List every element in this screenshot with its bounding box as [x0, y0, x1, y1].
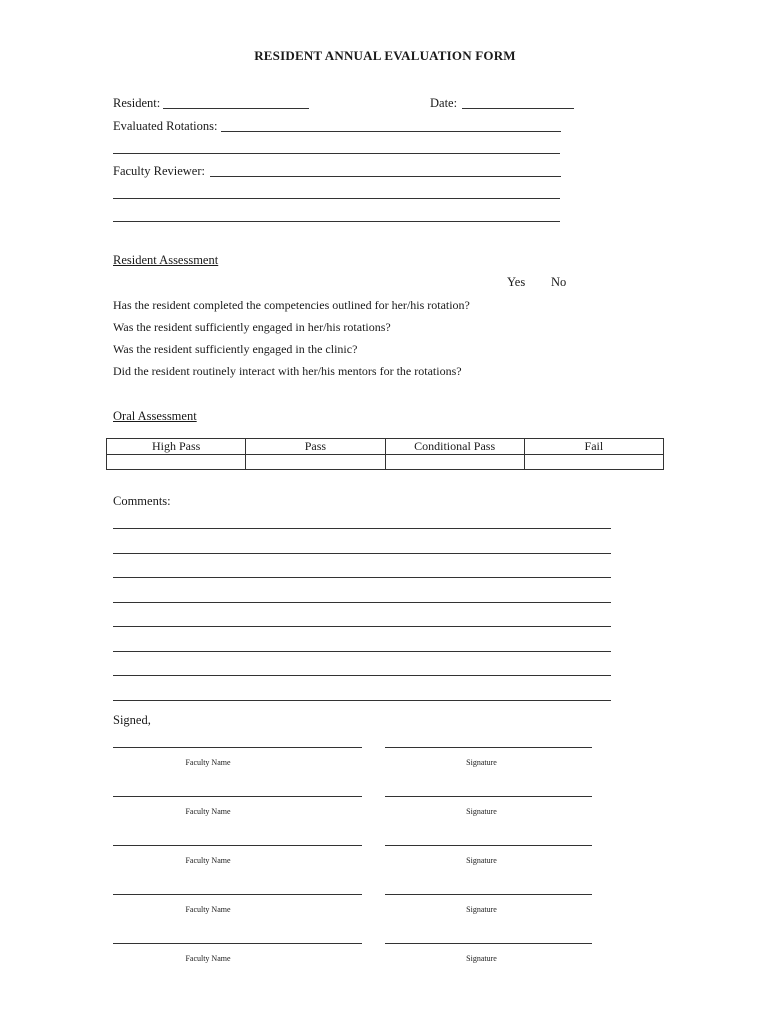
signature-line[interactable] — [385, 943, 592, 944]
faculty-name-line[interactable] — [113, 747, 362, 748]
fail-header: Fail — [524, 439, 663, 455]
oral-assessment-table — [106, 438, 664, 470]
comment-line[interactable] — [113, 602, 611, 603]
faculty-name-caption: Faculty Name — [185, 807, 231, 816]
faculty-name-line[interactable] — [113, 894, 362, 895]
comment-line[interactable] — [113, 651, 611, 652]
date-label: Date: — [430, 96, 458, 110]
page-title: RESIDENT ANNUAL EVALUATION FORM — [254, 48, 516, 63]
question-2: Was the resident sufficiently engaged in her/his rotations? — [113, 320, 391, 334]
oral-assessment-header-row — [107, 439, 664, 455]
high-pass-header: High Pass — [107, 439, 246, 455]
faculty-name-line[interactable] — [113, 943, 362, 944]
question-4: Did the resident routinely interact with her/his mentors for the rotations? — [113, 364, 462, 378]
evaluated-rotations-field[interactable] — [221, 131, 561, 132]
resident-assessment-heading: Resident Assessment — [113, 253, 219, 267]
faculty-reviewer-field-line-2[interactable] — [113, 198, 560, 199]
pass-cell[interactable] — [246, 455, 385, 470]
evaluated-rotations-label: Evaluated Rotations: — [113, 119, 218, 133]
comment-line[interactable] — [113, 553, 611, 554]
faculty-name-caption: Faculty Name — [185, 758, 231, 767]
question-3: Was the resident sufficiently engaged in the clinic? — [113, 342, 358, 356]
question-1: Has the resident completed the competencies outlined for her/his rotation? — [113, 298, 470, 312]
comment-line[interactable] — [113, 577, 611, 578]
signature-caption: Signature — [466, 758, 497, 767]
comment-line[interactable] — [113, 700, 611, 701]
signature-line[interactable] — [385, 796, 592, 797]
oral-assessment-entry-row — [107, 455, 664, 470]
signature-line[interactable] — [385, 894, 592, 895]
yes-column-label: Yes — [507, 275, 526, 289]
comment-line[interactable] — [113, 675, 611, 676]
faculty-name-caption: Faculty Name — [185, 856, 231, 865]
faculty-name-caption: Faculty Name — [185, 905, 231, 914]
date-field[interactable] — [462, 108, 574, 109]
resident-field[interactable] — [163, 108, 309, 109]
fail-cell[interactable] — [524, 455, 663, 470]
faculty-reviewer-label: Faculty Reviewer: — [113, 164, 205, 178]
signature-caption: Signature — [466, 856, 497, 865]
faculty-name-caption: Faculty Name — [185, 954, 231, 963]
signature-caption: Signature — [466, 905, 497, 914]
conditional-pass-header: Conditional Pass — [385, 439, 524, 455]
pass-header: Pass — [246, 439, 385, 455]
evaluated-rotations-field-line-2[interactable] — [113, 153, 560, 154]
signature-line[interactable] — [385, 845, 592, 846]
signature-caption: Signature — [466, 807, 497, 816]
oral-assessment-heading: Oral Assessment — [113, 409, 197, 423]
comment-line[interactable] — [113, 626, 611, 627]
signed-label: Signed, — [113, 713, 151, 727]
signature-line[interactable] — [385, 747, 592, 748]
no-column-label: No — [551, 275, 567, 289]
comments-label: Comments: — [113, 494, 171, 508]
faculty-reviewer-field-line-3[interactable] — [113, 221, 560, 222]
faculty-reviewer-field[interactable] — [210, 176, 561, 177]
faculty-name-line[interactable] — [113, 796, 362, 797]
conditional-pass-cell[interactable] — [385, 455, 524, 470]
high-pass-cell[interactable] — [107, 455, 246, 470]
signature-caption: Signature — [466, 954, 497, 963]
faculty-name-line[interactable] — [113, 845, 362, 846]
comment-line[interactable] — [113, 528, 611, 529]
resident-label: Resident: — [113, 96, 161, 110]
